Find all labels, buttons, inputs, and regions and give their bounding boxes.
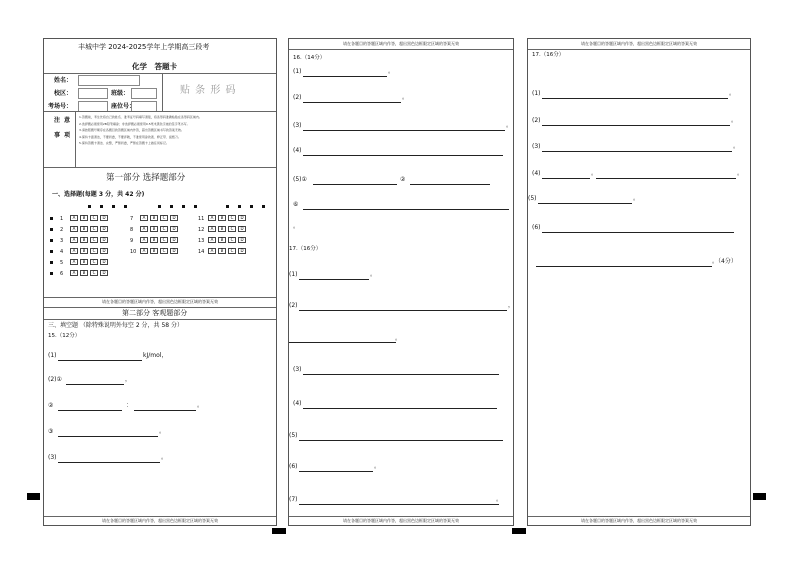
q17b-6b-blank[interactable] [536, 266, 712, 267]
option-a-bubble[interactable]: A [70, 215, 78, 221]
option-c-bubble[interactable]: C [160, 248, 168, 254]
option-a-bubble[interactable]: A [140, 237, 148, 243]
option-c-bubble[interactable]: C [90, 270, 98, 276]
q17b-4-label: (4) [532, 170, 541, 177]
alignment-mark [753, 493, 766, 500]
option-c-bubble[interactable]: C [90, 259, 98, 265]
q17b-4a-end: 。 [591, 170, 598, 177]
option-c-bubble[interactable]: C [90, 215, 98, 221]
card-subtitle: 化学 答题卡 [132, 62, 177, 71]
option-d-bubble[interactable]: D [100, 215, 108, 221]
mc-row: 4 A B C D [50, 248, 130, 259]
mc-section-heading: 一、选择题(每题 3 分，共 42 分) [52, 191, 145, 198]
q17-6-end: 。 [374, 463, 381, 470]
option-c-bubble[interactable]: C [90, 226, 98, 232]
option-c-bubble[interactable]: C [228, 215, 236, 221]
q17-4-blank[interactable] [303, 408, 497, 409]
option-d-bubble[interactable]: D [238, 226, 246, 232]
q17b-heading: 17.（16分） [532, 52, 565, 58]
option-b-bubble[interactable]: B [80, 248, 88, 254]
answer-area-notice: 请在各题目的答题区域内作答，超出黑色边框限定区域的答案无效 [343, 518, 459, 523]
timing-marks [72, 205, 272, 211]
divider [44, 516, 276, 517]
q16-3-label: (3) [293, 122, 302, 129]
q17-3-blank[interactable] [303, 374, 499, 375]
school-box[interactable] [78, 88, 108, 99]
q17-2b-blank[interactable] [289, 342, 396, 343]
q15-5-label: (3) [48, 454, 57, 461]
option-b-bubble[interactable]: B [80, 226, 88, 232]
q15-4-end: 。 [159, 428, 166, 435]
q17-5-label: (5) [289, 432, 298, 439]
option-a-bubble[interactable]: A [208, 248, 216, 254]
q17-2-end: ， [508, 302, 515, 309]
q17b-1-end: 。 [729, 90, 736, 97]
q15-5-blank[interactable] [58, 462, 160, 463]
q16-6-blank[interactable] [303, 209, 509, 210]
part1-title: 第一部分 选择题部分 [106, 173, 186, 183]
option-d-bubble[interactable]: D [100, 259, 108, 265]
exam-no-label: 考场号： [48, 103, 73, 110]
option-b-bubble[interactable]: B [218, 237, 226, 243]
option-d-bubble[interactable]: D [100, 237, 108, 243]
q17b-1-blank[interactable] [542, 98, 728, 99]
option-a-bubble[interactable]: A [208, 237, 216, 243]
option-b-bubble[interactable]: B [150, 248, 158, 254]
option-c-bubble[interactable]: C [228, 226, 236, 232]
option-b-bubble[interactable]: B [218, 215, 226, 221]
q16-5b-blank[interactable] [410, 184, 490, 185]
seat-no-label: 座位号： [111, 103, 136, 110]
notes-label: 意 [64, 117, 71, 124]
q17b-6-label: (6) [532, 224, 541, 231]
q16-5a-blank[interactable] [313, 184, 397, 185]
option-d-bubble[interactable]: D [170, 248, 178, 254]
note-line: 5.保持答题卡清洁、完整，严禁折叠，严禁在答题卡上做任何标记。 [79, 141, 169, 145]
alignment-mark [272, 528, 286, 534]
mc-row: 11 A B C D [198, 215, 274, 226]
exam-title: 丰城中学 2024-2025学年上学期高三段考 [78, 43, 210, 51]
option-a-bubble[interactable]: A [70, 226, 78, 232]
option-c-bubble[interactable]: C [160, 215, 168, 221]
class-box[interactable] [131, 88, 157, 99]
option-a-bubble[interactable]: A [208, 215, 216, 221]
q15-heading: 15.（12分） [48, 333, 81, 339]
q16-2-label: (2) [293, 94, 302, 101]
option-b-bubble[interactable]: B [80, 259, 88, 265]
q17b-2-end: 。 [731, 117, 738, 124]
q15-1-label: (1) [48, 352, 57, 359]
q15-3a-blank[interactable] [58, 410, 122, 411]
mc-row: 2 A B C D [50, 226, 130, 237]
option-c-bubble[interactable]: C [90, 248, 98, 254]
q17b-6-blank[interactable] [542, 232, 734, 233]
option-d-bubble[interactable]: D [170, 226, 178, 232]
answer-area-notice: 请在各题目的答题区域内作答，超出黑色边框限定区域的答案无效 [581, 41, 697, 46]
option-d-bubble[interactable]: D [170, 215, 178, 221]
divider [289, 49, 513, 50]
q17-1-blank[interactable] [299, 279, 369, 280]
q16-heading: 16.（14分） [293, 55, 326, 61]
q17-7-label: (7) [289, 496, 298, 503]
q17-3-label: (3) [293, 366, 302, 373]
option-b-bubble[interactable]: B [218, 226, 226, 232]
option-d-bubble[interactable]: D [100, 270, 108, 276]
q17b-score: 。（4分） [712, 258, 737, 265]
q16-1-blank[interactable] [303, 76, 387, 77]
q17b-3-end: 。 [733, 143, 740, 150]
option-a-bubble[interactable]: A [140, 248, 148, 254]
q17-7-blank[interactable] [299, 504, 499, 505]
q17-2-label: (2) [289, 302, 298, 309]
q15-4-label: ③ [48, 428, 54, 435]
option-b-bubble[interactable]: B [218, 248, 226, 254]
option-a-bubble[interactable]: A [140, 215, 148, 221]
q15-1-unit: kJ/mol， [143, 352, 168, 359]
option-a-bubble[interactable]: A [70, 259, 78, 265]
q17b-4a-blank[interactable] [542, 178, 590, 179]
option-a-bubble[interactable]: A [70, 237, 78, 243]
name-box[interactable] [78, 75, 140, 86]
alignment-mark [27, 493, 40, 500]
option-d-bubble[interactable]: D [238, 248, 246, 254]
divider [44, 111, 276, 112]
mc-row: 5 A B C D [50, 259, 130, 270]
name-label: 姓名： [54, 77, 73, 84]
q17-heading: 17.（16分） [289, 246, 322, 252]
q17-2-blank[interactable] [299, 310, 507, 311]
option-d-bubble[interactable]: D [170, 237, 178, 243]
q17b-2-label: (2) [532, 117, 541, 124]
option-b-bubble[interactable]: B [80, 237, 88, 243]
q15-2-label: (2)① [48, 376, 62, 383]
note-line: 1.答题前，考生先将自己的姓名、准考证号码填写清楚，将条形码准确粘贴在条形码区域内。 [79, 115, 202, 119]
mc-row: 6 A B C D [50, 270, 130, 281]
notes-text [79, 114, 273, 147]
option-d-bubble[interactable]: D [100, 226, 108, 232]
divider [44, 307, 276, 308]
mc-group-1 [50, 215, 130, 281]
q15-3-end: 。 [197, 402, 204, 409]
option-c-bubble[interactable]: C [228, 248, 236, 254]
option-d-bubble[interactable]: D [238, 237, 246, 243]
answer-area-notice: 请在各题目的答题区域内作答，超出黑色边框限定区域的答案无效 [102, 518, 218, 523]
q15-1-blank[interactable] [58, 360, 142, 361]
school-label: 校区： [54, 90, 73, 97]
part2-title: 第二部分 客观题部分 [122, 309, 188, 317]
q17b-2-blank[interactable] [542, 125, 730, 126]
q15-5-end: 。 [161, 454, 168, 461]
q16-6-label: ⑥ [293, 201, 299, 208]
q17-1-end: 。 [370, 271, 377, 278]
notes-label: 注 [54, 117, 61, 124]
q17b-1-label: (1) [532, 90, 541, 97]
option-c-bubble[interactable]: C [160, 226, 168, 232]
option-b-bubble[interactable]: B [80, 270, 88, 276]
divider [289, 516, 513, 517]
q16-5b-label: ② [400, 176, 406, 183]
notes-label: 项 [64, 132, 71, 139]
q17b-4b-end: 。 [737, 170, 744, 177]
q16-3-blank[interactable] [303, 130, 505, 131]
answer-panel-3 [527, 38, 751, 526]
mc-row: 7 A B C D [130, 215, 200, 226]
q15-2-blank[interactable] [66, 384, 124, 385]
mc-row: 13 A B C D [198, 237, 274, 248]
option-b-bubble[interactable]: B [150, 237, 158, 243]
q16-1-label: (1) [293, 68, 302, 75]
option-a-bubble[interactable]: A [70, 248, 78, 254]
q17-7-end: 。 [496, 496, 503, 503]
q16-4-blank[interactable] [303, 155, 503, 156]
note-line: 2.选择题必须使用2B铅笔填涂；非选择题必须使用0.5毫米黑色字迹的签字笔书写。 [79, 121, 190, 126]
q17b-5-end: 。 [633, 195, 640, 202]
mc-row: 12 A B C D [198, 226, 274, 237]
q17-6-blank[interactable] [299, 471, 373, 472]
q15-4-blank[interactable] [58, 436, 158, 437]
option-c-bubble[interactable]: C [228, 237, 236, 243]
barcode-label: 贴 条 形 码 [180, 85, 237, 96]
q17-4-label: (4) [293, 400, 302, 407]
q17b-5-label: (5) [528, 195, 537, 202]
option-d-bubble[interactable]: D [100, 248, 108, 254]
q17-1-label: (1) [289, 271, 298, 278]
option-d-bubble[interactable]: D [238, 215, 246, 221]
option-a-bubble[interactable]: A [70, 270, 78, 276]
q17b-3-label: (3) [532, 143, 541, 150]
mc-group-3 [198, 215, 274, 259]
option-b-bubble[interactable]: B [80, 215, 88, 221]
alignment-mark [512, 528, 526, 534]
note-line: 3.请按照题号顺序在各题目的答题区域内作答，超出答题区域书写的答案无效。 [79, 128, 184, 132]
q16-4-label: (4) [293, 147, 302, 154]
divider [528, 49, 750, 50]
q16-3-end: 。 [506, 122, 513, 129]
q16-6-dangling: 。 [293, 223, 300, 230]
answer-panel-1 [43, 38, 277, 526]
q15-3b-blank[interactable] [134, 410, 196, 411]
mc-row: 3 A B C D [50, 237, 130, 248]
mc-group-2 [130, 215, 200, 259]
divider [44, 297, 276, 298]
divider [44, 319, 276, 320]
notes-label: 事 [54, 132, 61, 139]
mc-row: 1 A B C D [50, 215, 130, 226]
q15-3-label: ② [48, 402, 54, 409]
option-a-bubble[interactable]: A [208, 226, 216, 232]
option-a-bubble[interactable]: A [140, 226, 148, 232]
class-label: 班级： [111, 90, 130, 97]
divider [44, 167, 276, 168]
answer-area-notice: 请在各题目的答题区域内作答，超出黑色边框限定区域的答案无效 [102, 299, 218, 304]
option-c-bubble[interactable]: C [160, 237, 168, 243]
q16-1-end: 。 [388, 68, 395, 75]
q17b-5-blank[interactable] [538, 203, 632, 204]
q17-5-blank[interactable] [299, 440, 503, 441]
q17b-3-blank[interactable] [542, 151, 732, 152]
q17-6-label: (6) [289, 463, 298, 470]
option-c-bubble[interactable]: C [90, 237, 98, 243]
divider [528, 516, 750, 517]
mc-row: 8 A B C D [130, 226, 200, 237]
fill-section-heading: 三、填空题 （除特殊说明外每空 2 分，共 58 分） [48, 322, 183, 329]
q17b-4b-blank[interactable] [596, 178, 736, 179]
answer-panel-2 [288, 38, 514, 526]
q16-2-blank[interactable] [303, 102, 401, 103]
option-b-bubble[interactable]: B [150, 215, 158, 221]
q15-3-sep: ： [126, 402, 133, 409]
mc-row: 14 A B C D [198, 248, 274, 259]
q16-2-end: 。 [402, 94, 409, 101]
q15-2-end: ， [125, 376, 132, 383]
mc-row: 9 A B C D [130, 237, 200, 248]
answer-area-notice: 请在各题目的答题区域内作答，超出黑色边框限定区域的答案无效 [343, 41, 459, 46]
note-line: 4.保持卡面清洁，不要折叠，不要弄破，不准使用涂改液、修正带、刮纸刀。 [79, 134, 181, 139]
option-b-bubble[interactable]: B [150, 226, 158, 232]
q16-5-label: (5)① [293, 176, 307, 183]
mc-row: 10 A B C D [130, 248, 200, 259]
q17-2b-end: 。 [395, 335, 402, 342]
answer-area-notice: 请在各题目的答题区域内作答，超出黑色边框限定区域的答案无效 [581, 518, 697, 523]
